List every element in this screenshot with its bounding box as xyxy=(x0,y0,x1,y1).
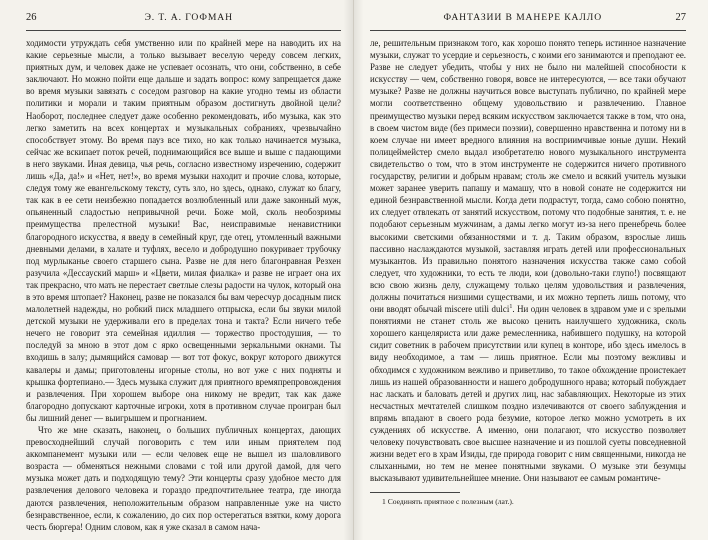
footnote-divider xyxy=(370,492,460,493)
body-text xyxy=(26,37,341,533)
footnote-marker: 1 xyxy=(382,497,386,507)
footnote-reference: 1 xyxy=(509,304,513,311)
gutter-shadow xyxy=(354,0,364,540)
running-head-title: ФАНТАЗИИ В МАНЕРЕ КАЛЛО xyxy=(443,12,603,23)
footnote xyxy=(370,497,686,507)
paragraph-text: ле, решительным признаком того, как хорошо понято теперь истинное назначение музыки, служат то усердие и серьезность, с коими его занимаются и преподают ее. Разве не следует убедить, чтобы у них не было ни малейшей способности к искусству — чем, собственно говоря, вовсе не интересуются, — все таки обучают музыке? Разве не должны научиться вовсе выступать публично, по крайней мере могли соответственно общему удовольствию и развлечению. Главное преимущество музыки перед всяким искусством заключается также в том, что она, в своем чистом виде (без примеси поэзии), совершенно нравственна и потому ни в коем случае ни имеет вредного влияния на восприимчивые юные души. Некий полицеймейстер смело выдал изобретателю нового музыкального инструмента свидетельство о том, что в этом инструменте не содержится ничего противного государству, религии и добрым нравам; столь же смело и всякий учитель музыки может заранее уверить папашу и мамашу, что в новой сонате не содержится ни единой безнравственной мысли. Когда дети подрастут, тогда, само собою понятно, их следует отвлекать от занятий искусством, потому что подобные занятия, т. е. не подобают серьезным мужчинам, а дамы легко могут из-за него пренебречь более высокими светскими обязанностями и т. д. Таким образом, взрослые лишь пассивно наслаждаются музыкой, заставляя играть детей или профессиональных музыкантов. Из правильно понятого назначения искусства также само собой следует, что художники, то есть те люди, кои (довольно-таки глупо!) посвящают всю свою жизнь делу, служащему только целям удовольствия и развлечения, должны почитаться низшими существами, и их можно терпеть лишь потому, что они вводят обычай miscere utili dulci xyxy=(370,38,686,315)
paragraph: ходимости утруждать себя умственно или по крайней мере на наводить их на какие серьезные мысли, а только вызывает веселую череду совсем легких, приятных дум, и человек даже не успевает осознать, что они, собственно, в себе заключают. Но можно пойти еще дальше и задать вопрос: кому запрещается даже во время музыки завязать с соседом разговор на какие угодно темы из области политики и морали и таким приятным образом достигнуть двойной цели? Наоборот, последнее следует даже особенно рекомендовать, ибо музыка, как это легко заметить на всех концертах и музыкальных собраниях, чрезвычайно способствует этому. Во время пауз все тихо, но как только начинается музыка, сейчас же вскипает поток речей, поднимающийся все выше и выше с падающими в него звуками. Иная девица, чья речь, согласно известному изречению, содержит лишь «Да, да!» и «Нет, нет!», во время музыки находит и прочие слова, которые, следуя тому же евангельскому тексту, суть зло, но здесь, однако, служат ко благу, так как в ее сети неизбежно попадается возлюбленный или даже законный муж, опьяненный сладостью непривычной речи. Боже мой, сколь необозримы преимущества прелестной музыки! Вас, неисправимые ненавистники благородного искусства, я введу в семейный круг, где отец, утомленный важными дневными делами, в халате и туфлях, весело и добродушно покуривает трубочку под мурлыканье своего старшего сына. Разве не для него благонравная Резхен разучила «Дессауский марш» и «Цвети, милая фиалка» и разве не играет она их так прекрасно, что мать не перестает светлые слезы радости на чулок, который она в это время штопает? Наконец, разве не показался бы вам чересчур досадным писк малолетней надежды, но робкий писк младшего отпрыска, если бы звуки милой детской музыки не удерживали его в пределах тона и такта? Если ничего тебе нечего не говорит эта семейная идиллия — торжество простодушия, — то последуй за мною в этот дом с ярко освещенными зеркальными окнами. Ты входишь в залу; дымящийся самовар — вот тот фокус, вокруг которого движутся кавалеры и дамы; приготовлены игорные столы, но вот уже с них подняты и крышка фортепиано.— Здесь музыка служит для приятного времяпрепровождения и развлечения. При хорошем выборе она никому не вредит, так как даже благородно допускают карточные игроки, хотя в противном случае проигран был бы лишний денег — выигрышем и прогнанием. xyxy=(26,38,341,423)
running-header xyxy=(26,12,341,31)
gutter-shadow xyxy=(343,0,353,540)
page-number: 27 xyxy=(675,12,686,23)
running-head-title: Э. Т. А. ГОФМАН xyxy=(144,12,233,23)
right-page xyxy=(354,0,708,540)
paragraph xyxy=(370,37,686,484)
body-text xyxy=(370,37,686,484)
paragraph: Что же мне сказать, наконец, о больших публичных концертах, дающих превосходнейший случай поговорить с тем или иным приятелем под аккомпанемент музыки или — если человек еще не вышел из шаловливого возраста — обменяться нежными словами с той или другой дамой, для чего музыка может дать и подходящую тему? Эти концерты сразу удобное место для развлечения делового человека и гораздо предпочтительнее театра, где иногда даются развлечения, неположительным образом направленные уже на чисто безнравственное, если, к сожалению, до сих пор остерегаться взятки, кому дорога честь бюргера! Одним словом, как я уже сказал в самом нача- xyxy=(26,425,341,532)
footnote-text: Соединять приятное с полезным (лат.). xyxy=(387,497,514,507)
page-number: 26 xyxy=(26,12,37,23)
paragraph-continuation: . Ни один человек в здравом уме и с зрелыми понятиями не станет столь же высоко ценить наилучшего художника, сколь хорошего канцеляриста или даже ремесленника, набившего подушку, на которой сидит советник в рабочем присутствии или купец в конторе, ибо здесь имелось в виду необходимое, а там — лишь приятное. Если мы поэтому вежливы и обходимся с художником вежливо и приветливо, то такое обхождение проистекает лишь из нашей образованности и нашего добродушного нрава; который побуждает нас ласкать и баловать детей и других лиц, нас забавляющих. Некоторые из этих несчастных мечтателей слишком поздно излечиваются от своего заблуждения и впрямь впадают в своего рода безумие, которое легко можно усмотреть в их суждениях об искусстве. А именно, они полагают, что искусство позволяет человеку почувствовать свое высшее назначение и из пошлой суеты повседневной жизни ведет его в храм Изиды, где природа говорит с ним священными, никогда не слыханными, но тем не менее понятными звуками. О музыке эти безумцы высказывают удивительнейшее мнение. Они называют ее самым романтиче- xyxy=(370,304,687,484)
running-header xyxy=(370,12,686,31)
